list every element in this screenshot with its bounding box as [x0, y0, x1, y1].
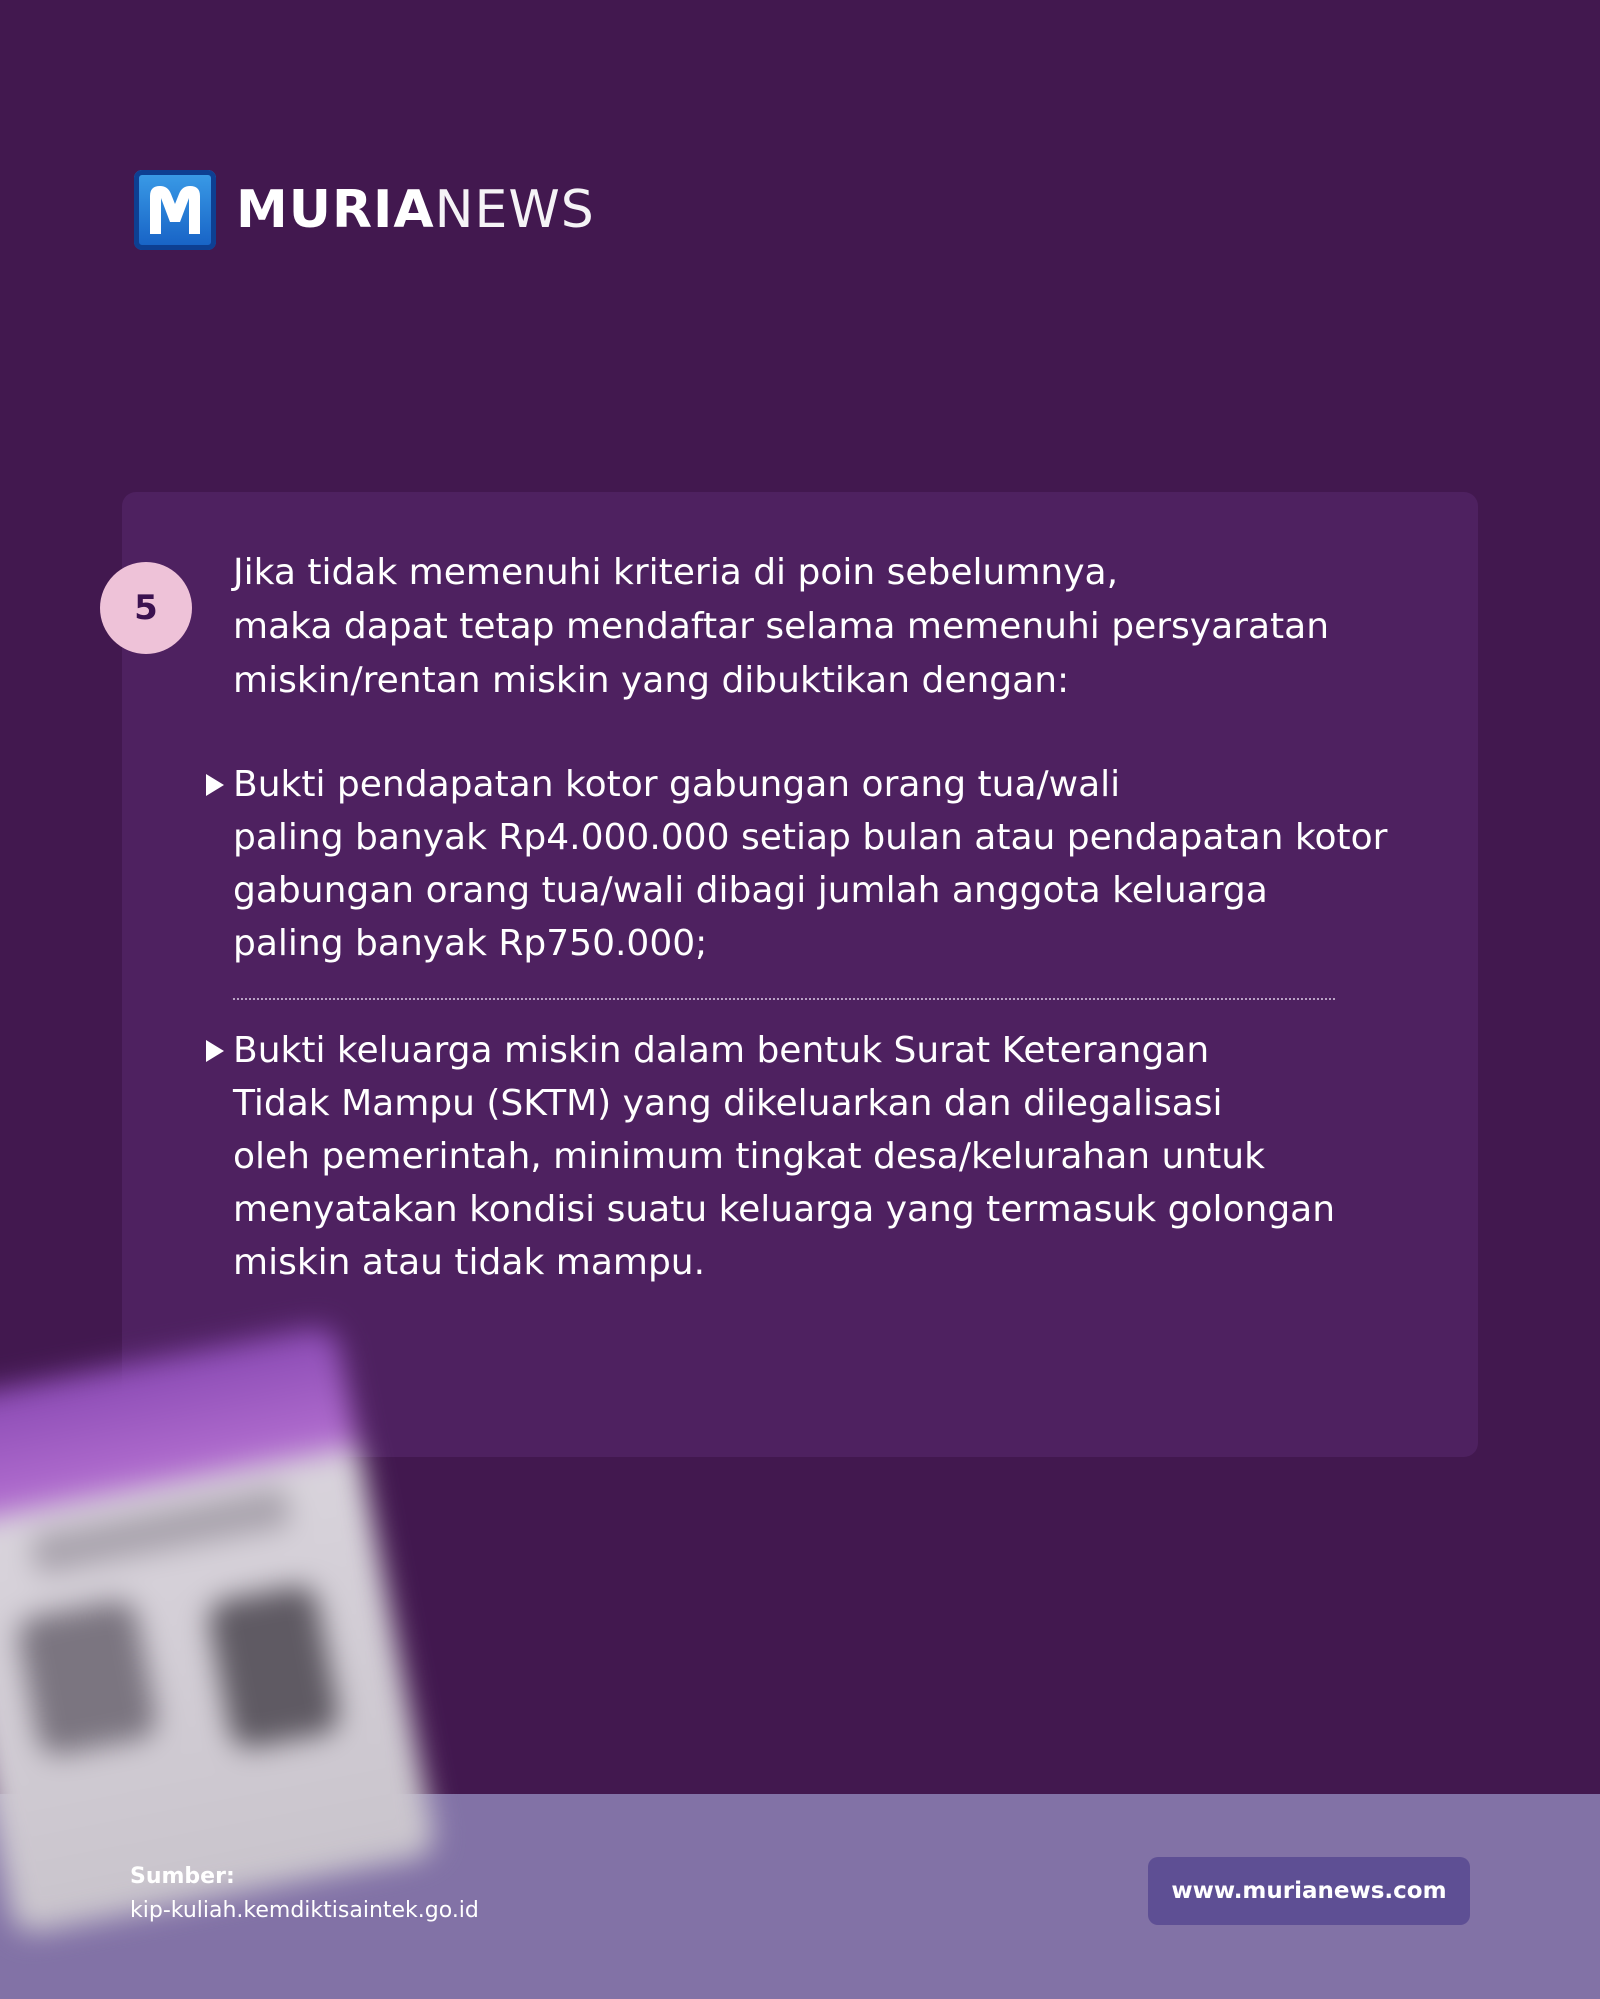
- bullet-line: Tidak Mampu (SKTM) yang dikeluarkan dan dilegalisasi: [233, 1083, 1223, 1124]
- intro-line: maka dapat tetap mendaftar selama memenuhi persyaratan: [233, 606, 1330, 647]
- bullet-line: Bukti keluarga miskin dalam bentuk Surat Keterangan: [233, 1030, 1210, 1071]
- logo-mark-icon: [134, 170, 216, 250]
- bullet-line: paling banyak Rp750.000;: [233, 923, 708, 964]
- bullet-income-proof: [233, 758, 1433, 970]
- intro-line: Jika tidak memenuhi kriteria di poin sebelumnya,: [233, 552, 1119, 593]
- brand-name-bold: MURIA: [236, 180, 435, 240]
- bullet-triangle-icon: [206, 774, 224, 796]
- bullet-line: gabungan orang tua/wali dibagi jumlah anggota keluarga: [233, 870, 1268, 911]
- source-url: kip-kuliah.kemdiktisaintek.go.id: [130, 1898, 479, 1923]
- item-number-badge: 5: [100, 562, 192, 654]
- source-credit: [130, 1860, 479, 1928]
- bullet-triangle-icon: [206, 1040, 224, 1062]
- bullet-line: miskin atau tidak mampu.: [233, 1242, 706, 1283]
- dotted-divider: [233, 998, 1335, 1000]
- intro-line: miskin/rentan miskin yang dibuktikan dengan:: [233, 660, 1070, 701]
- logo-m-icon: [144, 182, 206, 238]
- bullet-line: Bukti pendapatan kotor gabungan orang tua/wali: [233, 764, 1121, 805]
- intro-text: [233, 546, 1393, 708]
- brand-name: [236, 180, 595, 240]
- bullet-line: paling banyak Rp4.000.000 setiap bulan atau pendapatan kotor: [233, 817, 1388, 858]
- bullet-line: menyatakan kondisi suatu keluarga yang termasuk golongan: [233, 1189, 1336, 1230]
- source-label: Sumber:: [130, 1864, 235, 1889]
- brand-logo: [134, 170, 595, 250]
- bullet-line: oleh pemerintah, minimum tingkat desa/kelurahan untuk: [233, 1136, 1265, 1177]
- brand-name-light: NEWS: [434, 180, 595, 240]
- bullet-sktm-proof: [233, 1024, 1433, 1289]
- website-link-button[interactable]: www.murianews.com: [1148, 1857, 1470, 1925]
